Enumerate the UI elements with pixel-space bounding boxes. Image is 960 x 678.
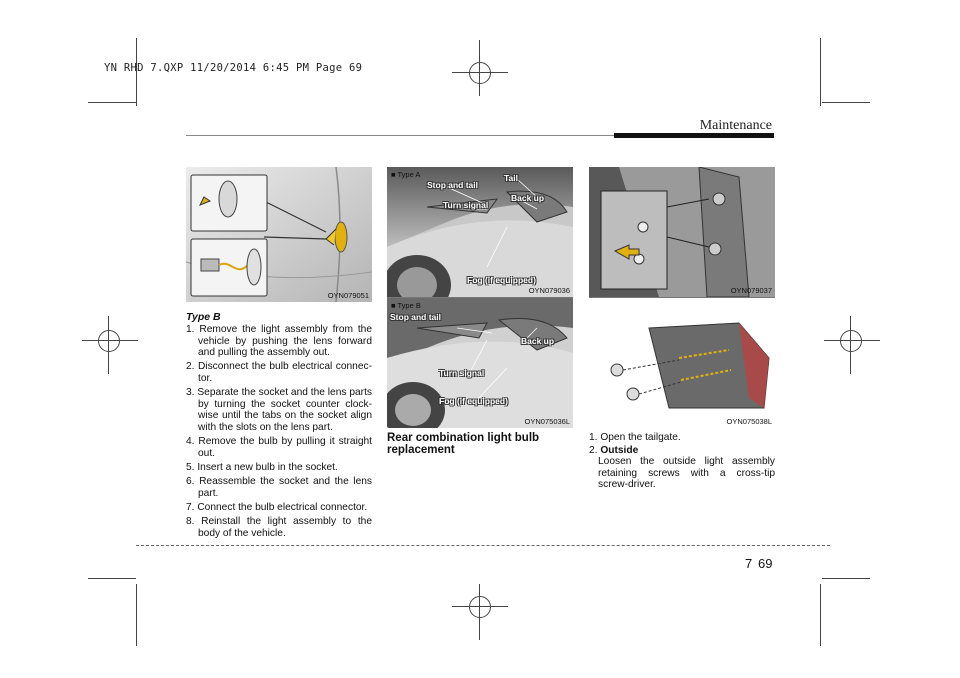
heading-line: replacement: [387, 444, 455, 456]
right-column-text: [589, 432, 775, 491]
steps-list: [186, 324, 372, 542]
label-back-up: Back up: [521, 336, 555, 346]
step-title-outside: Outside: [600, 444, 639, 456]
heading-rear-combination: [387, 432, 573, 456]
label-turn-signal: Turn signal: [443, 200, 489, 210]
footer-rule: [136, 545, 830, 546]
figure-side-marker: [186, 167, 372, 302]
label-tail: Tail: [504, 173, 519, 183]
label-stop-and-tail: Stop and tail: [427, 180, 478, 190]
step-outside-body: Loosen the outside light assembly retaining screws with a cross-tip screw-driver.: [598, 456, 775, 491]
heading-line: Rear combination light bulb: [387, 432, 540, 444]
print-slug: YN RHD 7.QXP 11/20/2014 6:45 PM Page 69: [104, 62, 363, 74]
step-item: 8. Reinstall the light assembly to the body of the vehicle.: [186, 516, 372, 539]
chapter-number: 7: [745, 556, 753, 571]
label-turn-signal: Turn signal: [439, 368, 485, 378]
step-item: 5. Insert a new bulb in the socket.: [186, 461, 338, 473]
figure-code: OYN075038L: [726, 417, 772, 426]
figure-light-assembly: [589, 297, 775, 428]
step-item: 4. Remove the bulb by pulling it straight out.: [186, 436, 372, 459]
figure-code: OYN079036: [528, 286, 570, 295]
label-back-up: Back up: [511, 193, 545, 203]
figure-type-tag: ■ Type A: [391, 170, 421, 179]
step-item: 1. Remove the light assembly from the vehicle by pushing the lens forward and pulling the assembly out.: [186, 324, 372, 359]
figure-tailgate-screws: [589, 167, 775, 297]
figure-rear-type-b: [387, 297, 573, 428]
page-number: 69: [758, 556, 773, 571]
step-item: 7. Connect the bulb electrical connector.: [186, 501, 368, 513]
figure-code: OYN079051: [327, 291, 369, 300]
section-title: Maintenance: [699, 118, 772, 133]
step-item: 6. Reassemble the socket and the lens part.: [186, 476, 372, 499]
step-item: 3. Separate the socket and the lens parts by turning the socket counter clock-wise until the tabs on the socket align with the slots on the lens part.: [186, 387, 372, 433]
step-open-tailgate: 1. Open the tailgate.: [589, 432, 681, 443]
subhead-type-b: Type B: [186, 311, 221, 323]
label-stop-and-tail: Stop and tail: [390, 312, 441, 322]
label-fog: Fog (if equipped): [439, 396, 508, 406]
figure-rear-type-a: [387, 167, 573, 297]
step-number: 2.: [589, 444, 598, 456]
label-fog: Fog (if equipped): [467, 275, 536, 285]
figure-code: OYN075036L: [524, 417, 570, 426]
figure-type-tag: ■ Type B: [391, 301, 421, 310]
header-bar: [614, 133, 774, 138]
figure-code: OYN079037: [730, 286, 772, 295]
step-item: 2. Disconnect the bulb electrical connec-tor.: [186, 361, 372, 384]
